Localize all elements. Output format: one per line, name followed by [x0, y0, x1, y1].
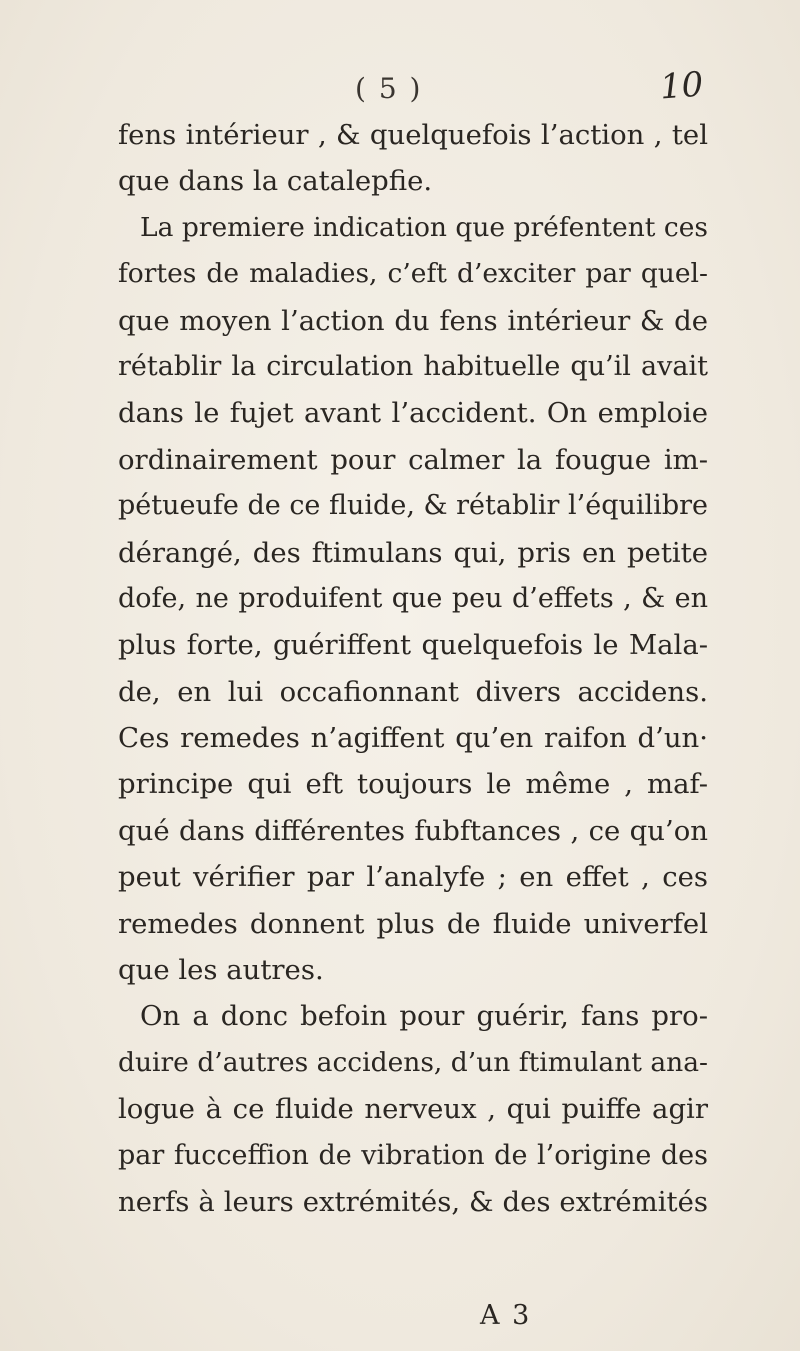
handwritten-annotation: 10 — [658, 64, 705, 108]
text-line: que les autres. — [118, 954, 324, 987]
body-text — [118, 112, 708, 1225]
page-number: ( 5 ) — [355, 72, 423, 105]
text-line: par fucceffion de vibration de l’origine des — [118, 1139, 708, 1171]
text-line: La premiere indication que préfentent ces — [140, 211, 708, 243]
text-line: dérangé, des ftimulans qui, pris en petite — [118, 536, 708, 569]
text-line: fens intérieur , & quelquefois l’action , tel — [118, 119, 708, 151]
text-line: peut vérifier par l’analyfe ; en effet , ces — [118, 861, 708, 894]
text-line: que moyen l’action du fens intérieur & de — [118, 304, 708, 337]
text-line: dofe, ne produifent que peu d’effets , & en — [118, 582, 708, 614]
text-line: pétueufe de ce fluide, & rétablir l’équilibre — [118, 490, 708, 522]
text-line: On a donc befoin pour guérir, fans pro- — [140, 1000, 708, 1033]
text-line: de, en lui occafionnant divers accidens. — [118, 675, 708, 708]
text-line: ordinairement pour calmer la fougue im- — [118, 443, 708, 476]
text-line: dans le fujet avant l’accident. On emploie — [118, 397, 708, 430]
text-line: duire d’autres accidens, d’un ftimulant ana- — [118, 1046, 708, 1078]
page-header — [0, 64, 800, 112]
text-line: Ces remedes n’agiffent qu’en raifon d’un· — [118, 722, 708, 755]
text-line: qué dans différentes fubftances , ce qu’on — [118, 814, 708, 847]
text-line: nerfs à leurs extrémités, & des extrémités — [118, 1185, 708, 1218]
text-line: que dans la catalepfie. — [118, 165, 433, 198]
text-line: principe qui eft toujours le même , maf- — [118, 768, 708, 801]
text-line: remedes donnent plus de fluide univerfel — [118, 907, 708, 940]
text-line: logue à ce fluide nerveux , qui puiffe agir — [118, 1093, 708, 1126]
text-line: plus forte, guériffent quelquefois le Mala- — [118, 629, 708, 662]
text-line: fortes de maladies, c’eft d’exciter par quel- — [118, 258, 708, 290]
signature-mark: A 3 — [480, 1300, 532, 1331]
text-line: rétablir la circulation habituelle qu’il avait — [118, 350, 708, 382]
